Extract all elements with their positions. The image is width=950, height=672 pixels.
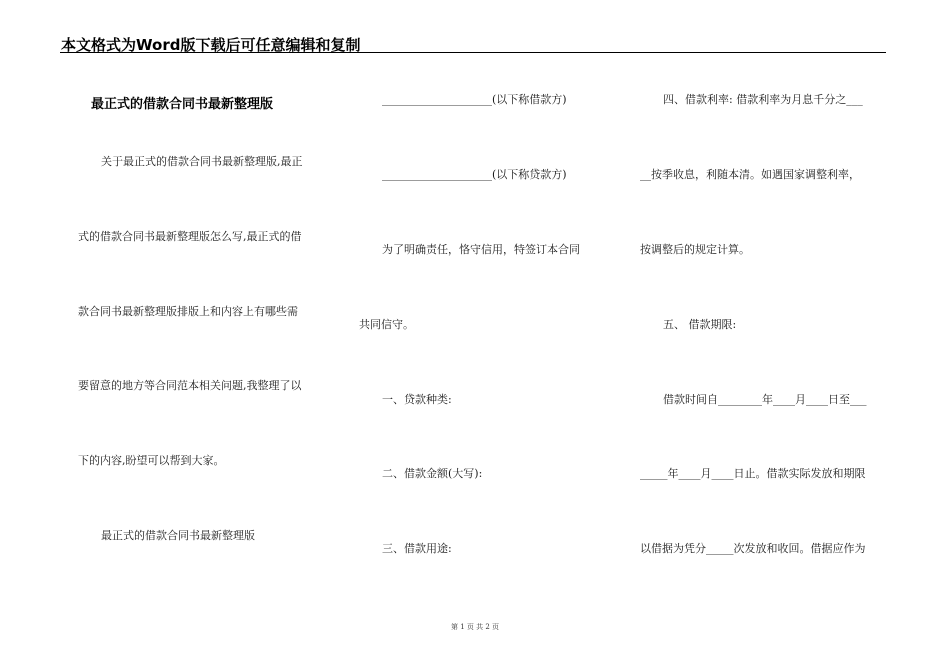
- page-number: 第 1 页 共 2 页: [450, 623, 500, 631]
- right-paragraph-line: 按调整后的规定计算。: [640, 243, 750, 256]
- middle-paragraph-line: 为了明确责任，恪守信用，特签订本合同: [382, 243, 580, 256]
- clause-loan-type: 一、贷款种类:: [382, 393, 452, 406]
- right-paragraph-line: _____年____月____日止。借款实际发放和期限: [640, 467, 866, 480]
- header-divider: [60, 52, 886, 53]
- left-subtitle: 最正式的借款合同书最新整理版: [101, 529, 255, 542]
- left-paragraph-line: 式的借款合同书最新整理版怎么写,最正式的借: [78, 230, 302, 243]
- left-paragraph-line: 款合同书最新整理版排版上和内容上有哪些需: [78, 305, 298, 318]
- clause-loan-amount: 二、借款金额(大写):: [382, 467, 483, 480]
- lender-field: ____________________(以下称贷款方): [382, 168, 567, 181]
- middle-paragraph-line: 共同信守。: [359, 318, 414, 331]
- borrower-field: ____________________(以下称借款方): [382, 93, 567, 106]
- left-paragraph-line: 关于最正式的借款合同书最新整理版,最正: [101, 155, 303, 168]
- clause-loan-purpose: 三、借款用途:: [382, 542, 452, 555]
- right-paragraph-line: 以借据为凭分_____次发放和收回。借据应作为: [640, 542, 866, 555]
- document-header: 本文格式为Word版下载后可任意编辑和复制: [61, 36, 361, 54]
- clause-loan-term: 五、 借款期限:: [663, 318, 737, 331]
- left-paragraph-line: 要留意的地方等合同范本相关问题,我整理了以: [78, 379, 302, 392]
- left-paragraph-line: 下的内容,盼望可以帮到大家。: [78, 454, 225, 467]
- right-paragraph-line: __按季收息，利随本清。如遇国家调整利率，: [640, 168, 860, 181]
- clause-interest-rate: 四、借款利率: 借款利率为月息千分之___: [663, 93, 863, 106]
- right-paragraph-line: 借款时间自________年____月____日至___: [663, 393, 867, 406]
- document-title: 最正式的借款合同书最新整理版: [91, 97, 274, 112]
